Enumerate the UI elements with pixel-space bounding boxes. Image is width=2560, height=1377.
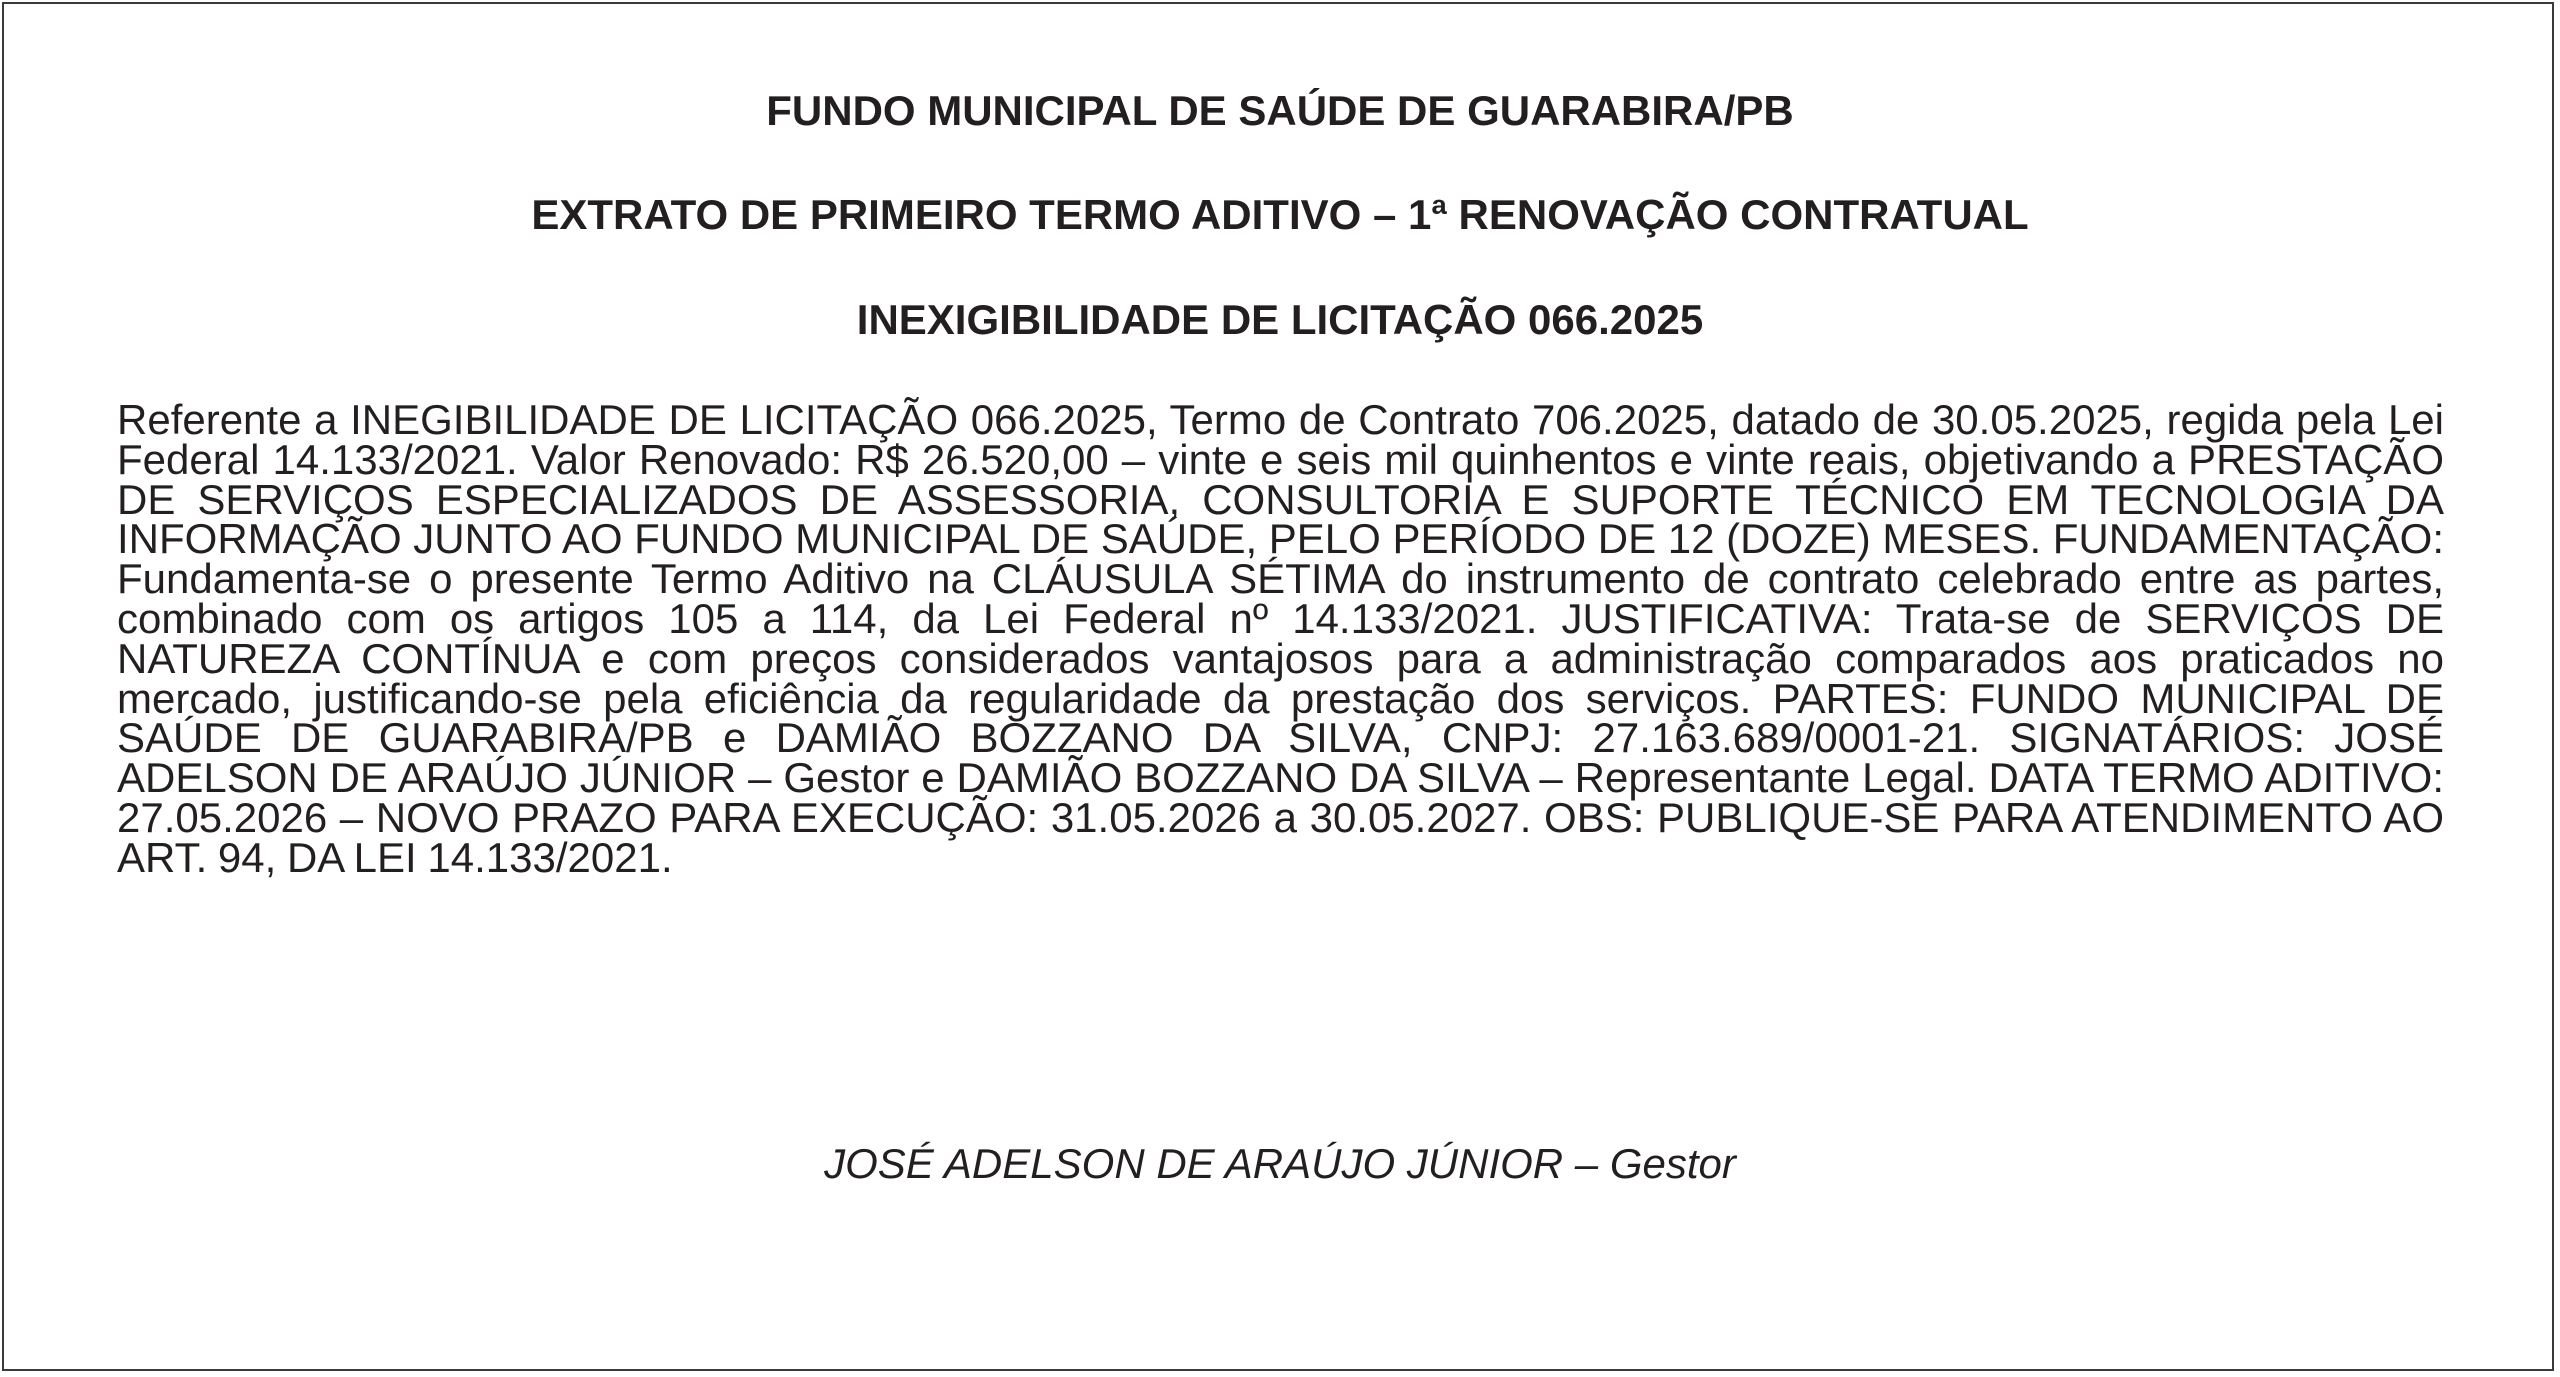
document-body-paragraph: Referente a INEGIBILIDADE DE LICITAÇÃO 066.2025, Termo de Contrato 706.2025, datado de 30.05.2025, regida pela Lei Federal 14.133/2021. Valor Renovado: R$ 26.520,00 – vinte e seis mil quinhentos e vinte reais, objetivando a PRESTAÇÃO DE SERVIÇOS ESPECIALIZADOS DE ASSESSORIA, CONSULTORIA E SUPORTE TÉCNICO EM TECNOLOGIA DA INFORMAÇÃO JUNTO AO FUNDO MUNICIPAL DE SAÚDE, PELO PERÍODO DE 12 (DOZE) MESES. FUNDAMENTAÇÃO: Fundamenta-se o presente Termo Aditivo na CLÁUSULA SÉTIMA do instrumento de contrato celebrado entre as partes, combinado com os artigos 105 a 114, da Lei Federal nº 14.133/2021. JUSTIFICATIVA: Trata-se de SERVIÇOS DE NATUREZA CONTÍNUA e com preços considerados vantajosos para a administração comparados aos praticados no mercado, justificando-se pela eficiência da regularidade da prestação dos serviços. PARTES: FUNDO MUNICIPAL DE SAÚDE DE GUARABIRA/PB e DAMIÃO BOZZANO DA SILVA, CNPJ: 27.163.689/0001-21. SIGNATÁRIOS: JOSÉ ADELSON DE ARAÚJO JÚNIOR – Gestor e DAMIÃO BOZZANO DA SILVA – Representante Legal. DATA TERMO ADITIVO: 27.05.2026 – NOVO PRAZO PARA EXECUÇÃO: 31.05.2026 a 30.05.2027. OBS: PUBLIQUE-SE PARA ATENDIMENTO AO ART. 94, DA LEI 14.133/2021. — [117, 396, 2444, 881]
document-heading-organization: FUNDO MUNICIPAL DE SAÚDE DE GUARABIRA/PB — [766, 87, 1794, 134]
document-heading-extract-title: EXTRATO DE PRIMEIRO TERMO ADITIVO – 1ª RENOVAÇÃO CONTRATUAL — [531, 191, 2029, 238]
document-heading-procedure: INEXIGIBILIDADE DE LICITAÇÃO 066.2025 — [856, 296, 1704, 343]
document-signature: JOSÉ ADELSON DE ARAÚJO JÚNIOR – Gestor — [824, 1140, 1736, 1187]
